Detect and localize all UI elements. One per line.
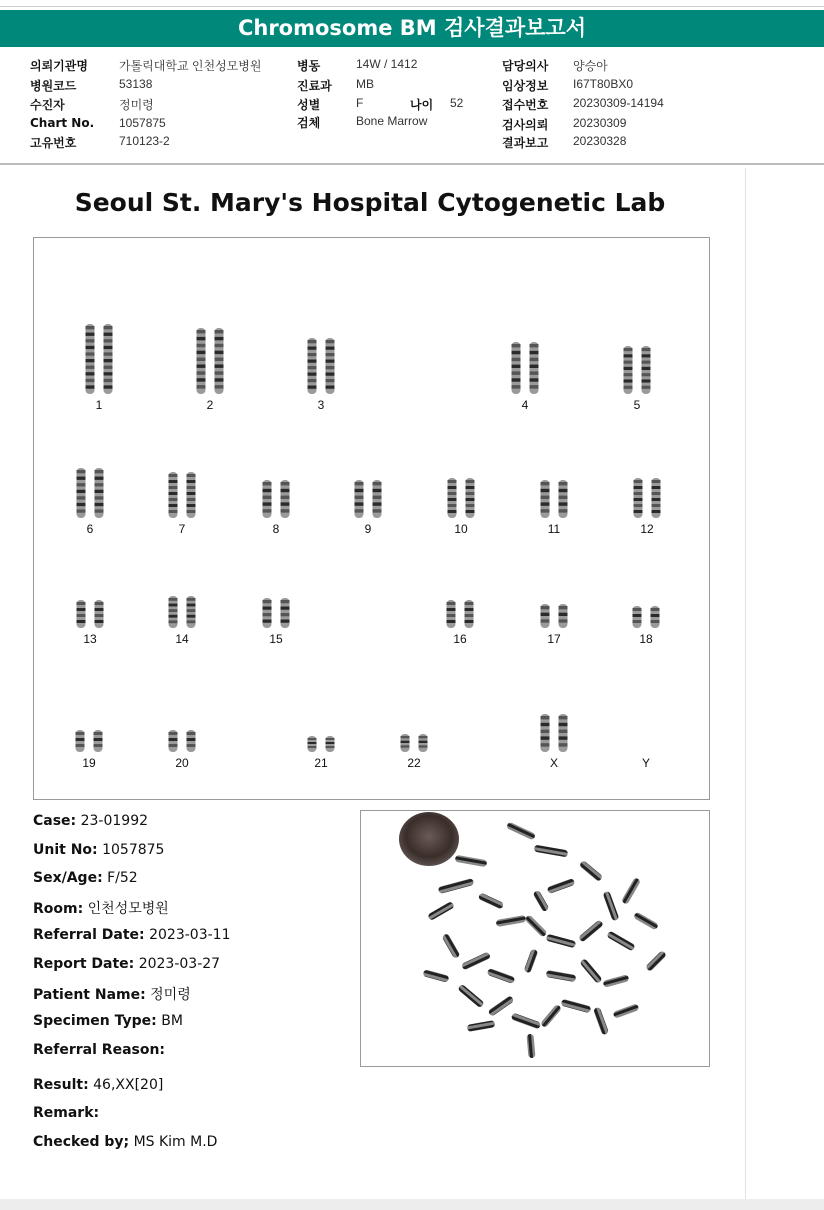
spread-chromosome xyxy=(423,969,450,982)
spread-chromosome xyxy=(506,821,536,840)
info-label-institution: 의뢰기관명 xyxy=(30,59,88,73)
karyotype-label-14: 14 xyxy=(175,632,189,646)
info-value-physician: 양승아 xyxy=(573,59,608,73)
chromosome-pair-4 xyxy=(512,342,539,394)
report-referral-reason: Referral Reason: xyxy=(33,1042,166,1058)
spread-chromosome xyxy=(579,958,602,984)
karyotype-label-7: 7 xyxy=(178,522,186,536)
chromosome-pair-X xyxy=(541,714,568,752)
karyotype-label-11: 11 xyxy=(547,522,561,536)
info-label-specimen: 검체 xyxy=(297,116,321,130)
spread-chromosome xyxy=(457,984,484,1009)
spread-chromosome xyxy=(633,911,659,930)
chromosome-pair-22 xyxy=(401,734,428,752)
spread-chromosome xyxy=(547,878,576,894)
karyotype-label-9: 9 xyxy=(364,522,372,536)
info-value-result-date: 20230328 xyxy=(573,134,627,148)
chromosome-pair-15 xyxy=(263,598,290,628)
info-value-institution: 가톨릭대학교 인천성모병원 xyxy=(119,59,262,73)
karyotype-label-X: X xyxy=(549,756,558,770)
spread-chromosome xyxy=(621,877,641,905)
chromosome-pair-18 xyxy=(633,606,660,628)
info-value-patient: 정미령 xyxy=(119,98,154,112)
karyotype-label-10: 10 xyxy=(454,522,468,536)
karyotype-label-2: 2 xyxy=(206,398,214,412)
info-label-result-date: 결과보고 xyxy=(502,136,549,150)
report-title: Chromosome BM 검사결과보고서 xyxy=(0,10,824,47)
info-label-clinical: 임상정보 xyxy=(502,79,549,93)
karyotype-label-1: 1 xyxy=(95,398,103,412)
karyotype-label-4: 4 xyxy=(521,398,529,412)
spread-chromosome xyxy=(579,860,603,882)
info-value-receipt-no: 20230309-14194 xyxy=(573,96,664,110)
report-patient-name: Patient Name: 정미령 xyxy=(33,987,191,1003)
chromosome-pair-14 xyxy=(169,596,196,628)
spread-chromosome xyxy=(524,914,547,937)
chromosome-pair-1 xyxy=(86,324,113,394)
karyotype-label-18: 18 xyxy=(639,632,653,646)
spread-chromosome xyxy=(461,951,491,970)
chromosome-pair-16 xyxy=(447,600,474,628)
info-label-ward: 병동 xyxy=(297,59,321,73)
chromosome-pair-21 xyxy=(308,736,335,752)
spread-chromosome xyxy=(488,995,515,1017)
chromosome-pair-7 xyxy=(169,472,196,518)
info-value-unique-id: 710123-2 xyxy=(119,134,170,148)
chromosome-pair-12 xyxy=(634,478,661,518)
chromosome-pair-5 xyxy=(624,346,651,394)
info-label-department: 진료과 xyxy=(297,79,332,93)
info-label-patient: 수진자 xyxy=(30,98,65,112)
report-unit-no: Unit No: 1057875 xyxy=(33,842,165,858)
chromosome-pair-3 xyxy=(308,338,335,394)
chromosome-pair-19 xyxy=(76,730,103,752)
karyotype-label-15: 15 xyxy=(269,632,283,646)
spread-chromosome xyxy=(534,845,569,858)
spread-chromosome xyxy=(511,1013,542,1030)
info-value-chart-no: 1057875 xyxy=(119,116,166,130)
metaphase-spread-drawing xyxy=(361,811,709,1066)
info-label-chart-no: Chart No. xyxy=(30,116,95,130)
page-footer-bar xyxy=(0,1199,824,1210)
spread-chromosome xyxy=(532,890,549,913)
report-remark: Remark: xyxy=(33,1105,100,1121)
karyotype-label-3: 3 xyxy=(317,398,325,412)
report-case: Case: 23-01992 xyxy=(33,813,149,829)
info-value-sex: F xyxy=(356,96,364,110)
karyotype-label-20: 20 xyxy=(175,756,189,770)
spread-chromosome xyxy=(613,1003,640,1018)
spread-chromosome xyxy=(438,878,475,894)
spread-chromosome xyxy=(603,891,620,922)
info-label-request-date: 검사의뢰 xyxy=(502,118,549,132)
metaphase-spread-image xyxy=(360,810,710,1067)
info-label-unique-id: 고유번호 xyxy=(30,136,77,150)
chromosome-pair-9 xyxy=(355,480,382,518)
spread-chromosome xyxy=(578,919,604,942)
patient-info-header xyxy=(0,52,824,160)
info-label-sex: 성별 xyxy=(297,98,321,112)
chromosome-pair-17 xyxy=(541,604,568,628)
info-label-age: 나이 xyxy=(410,98,434,112)
karyotype-label-13: 13 xyxy=(83,632,97,646)
info-value-request-date: 20230309 xyxy=(573,116,627,130)
page-right-edge xyxy=(745,168,746,1200)
info-value-department: MB xyxy=(356,77,374,91)
spread-chromosome xyxy=(427,901,455,921)
chromosome-pair-2 xyxy=(197,328,224,394)
info-value-specimen: Bone Marrow xyxy=(356,114,428,128)
spread-chromosome xyxy=(603,974,630,987)
karyogram-image xyxy=(34,238,709,799)
report-room: Room: 인천성모병원 xyxy=(33,901,169,917)
spread-chromosome xyxy=(540,1004,562,1028)
spread-chromosome xyxy=(606,930,635,951)
spread-chromosome xyxy=(526,1034,535,1059)
info-label-receipt-no: 접수번호 xyxy=(502,98,549,112)
spread-chromosome xyxy=(496,915,527,927)
spread-chromosome xyxy=(455,855,488,867)
karyotype-label-5: 5 xyxy=(633,398,641,412)
spread-chromosome xyxy=(524,949,539,974)
chromosome-pair-11 xyxy=(541,480,568,518)
info-value-clinical: I67T80BX0 xyxy=(573,77,634,91)
karyotype-label-21: 21 xyxy=(314,756,328,770)
spread-chromosome xyxy=(487,968,516,984)
spread-chromosome xyxy=(467,1020,496,1032)
info-value-hospital-code: 53138 xyxy=(119,77,153,91)
spread-chromosome xyxy=(441,933,460,959)
chromosome-pair-20 xyxy=(169,730,196,752)
report-specimen-type: Specimen Type: BM xyxy=(33,1013,183,1029)
karyotype-label-12: 12 xyxy=(640,522,654,536)
karyotype-label-22: 22 xyxy=(407,756,421,770)
info-label-physician: 담당의사 xyxy=(502,59,549,73)
chromosome-pair-10 xyxy=(448,478,475,518)
karyotype-label-19: 19 xyxy=(82,756,96,770)
karyotype-label-8: 8 xyxy=(272,522,280,536)
spread-chromosome xyxy=(593,1007,609,1036)
spread-chromosome xyxy=(546,970,577,982)
info-value-age: 52 xyxy=(450,96,464,110)
karyotype-label-16: 16 xyxy=(453,632,467,646)
spread-chromosome xyxy=(478,892,505,909)
report-checked-by: Checked by; MS Kim M.D xyxy=(33,1134,218,1150)
spread-chromosome xyxy=(561,999,592,1014)
chromosome-pair-13 xyxy=(77,600,104,628)
karyotype-label-Y: Y xyxy=(641,756,650,770)
karyotype-label-17: 17 xyxy=(547,632,561,646)
spread-chromosome xyxy=(546,934,577,949)
report-sex-age: Sex/Age: F/52 xyxy=(33,870,138,886)
info-label-hospital-code: 병원코드 xyxy=(30,79,77,93)
chromosome-pair-6 xyxy=(77,468,104,518)
report-report-date: Report Date: 2023-03-27 xyxy=(33,956,221,972)
report-referral-date: Referral Date: 2023-03-11 xyxy=(33,927,231,943)
lab-title: Seoul St. Mary's Hospital Cytogenetic Lab xyxy=(74,188,666,217)
chromosome-pair-8 xyxy=(263,480,290,518)
header-divider xyxy=(0,163,824,165)
spread-chromosome xyxy=(645,950,667,972)
info-value-ward: 14W / 1412 xyxy=(356,57,418,71)
karyotype-label-6: 6 xyxy=(86,522,94,536)
karyogram-panel xyxy=(33,237,710,800)
top-border xyxy=(0,0,824,7)
report-result: Result: 46,XX[20] xyxy=(33,1077,164,1093)
